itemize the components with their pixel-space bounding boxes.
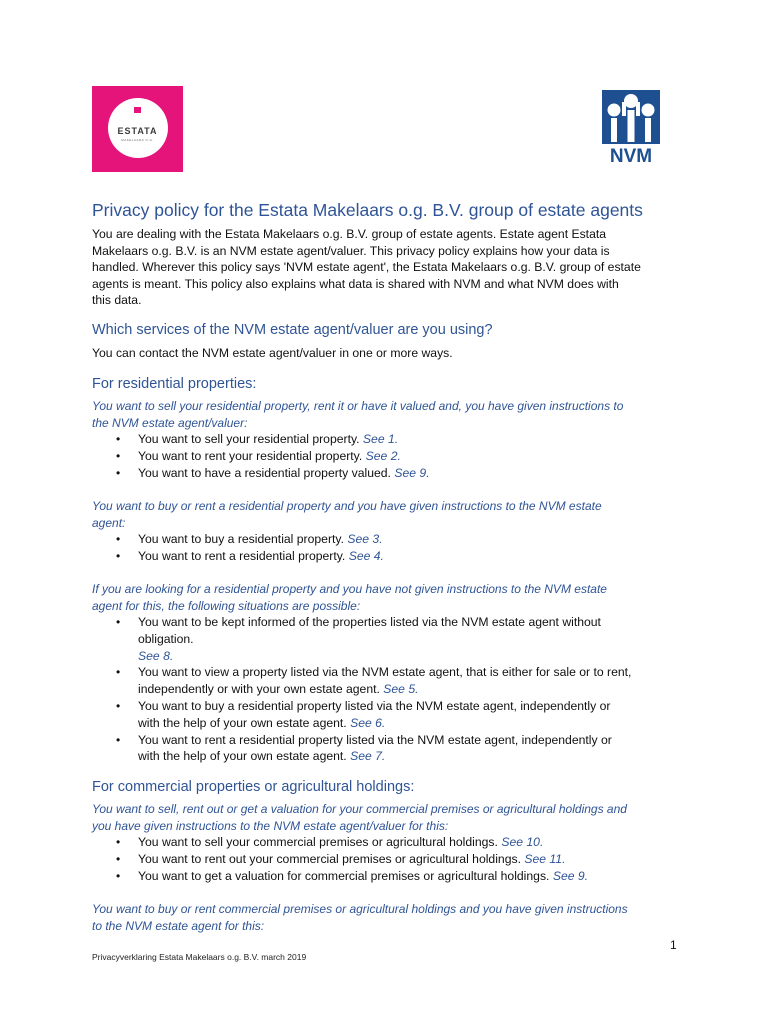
services-heading: Which services of the NVM estate agent/valuer are you using? [92, 322, 493, 338]
item-text: You want to rent a residential property. [138, 548, 349, 563]
list-item [92, 448, 430, 465]
intro-line: handled. Wherever this policy says 'NVM estate agent', the Estata Makelaars o.g. B.V. group of estate [92, 260, 641, 274]
residential-group3-lead [92, 581, 692, 614]
page-number: 1 [670, 938, 677, 952]
lead-line: You want to sell, rent out or get a valuation for your commercial premises or agricultural holdings and [92, 802, 627, 816]
intro-line: Makelaars o.g. B.V. is an NVM estate agent/valuer. This privacy policy explains how your data is [92, 243, 610, 258]
see-reference: See 1. [362, 432, 399, 446]
list-item [92, 868, 588, 885]
item-line: • You want to be kept informed of the properties listed via the NVM estate agent without [138, 615, 601, 629]
see-reference: See 9. [552, 868, 589, 883]
lead-line: the NVM estate agent/valuer: [92, 415, 248, 430]
item-text: You want to have a residential property valued. [138, 465, 395, 480]
item-text: You want to sell your commercial premises or agricultural holdings. [138, 835, 502, 849]
estata-logo-sub: MAKELAARS O.G. [121, 138, 154, 142]
residential-group1-list [92, 431, 430, 481]
commercial-group1-lead [92, 801, 692, 834]
see-reference: See 9. [394, 465, 430, 480]
lead-line: to the NVM estate agent for this: [92, 918, 265, 933]
list-item [92, 465, 430, 482]
see-reference: See 11. [524, 851, 566, 866]
nvm-logo-word: NVM [609, 146, 653, 167]
list-item [92, 732, 631, 766]
item-line: • You want to view a property listed via the NVM estate agent, that is either for sale or to rent, [138, 665, 632, 680]
list-item [92, 614, 631, 664]
item-line: independently or with your own estate agent. [138, 682, 384, 697]
item-line: with the help of your own estate agent. [138, 749, 351, 764]
nvm-logo-mark-icon [600, 88, 662, 146]
see-reference: See 8. [138, 648, 174, 663]
lead-line: You want to sell your residential property, rent it or have it valued and, you have given instructions to [92, 399, 624, 413]
lead-line: you have given instructions to the NVM estate agent/valuer for this: [92, 818, 449, 833]
item-text: You want to sell your residential property. [138, 432, 363, 446]
nvm-logo [600, 88, 662, 168]
item-text: You want to rent your residential property. [138, 448, 366, 463]
see-reference: See 4. [348, 548, 384, 563]
residential-group2-list [92, 531, 384, 565]
intro-line: agents is meant. This policy also explains what data is shared with NVM and what NVM does with [92, 276, 619, 291]
commercial-heading: For commercial properties or agricultural holdings: [92, 779, 415, 795]
residential-group3-list [92, 614, 631, 765]
list-item [92, 548, 384, 565]
item-line: obligation. [138, 631, 194, 646]
residential-group1-lead [92, 398, 692, 431]
estata-logo [92, 86, 183, 172]
see-reference: See 10. [501, 835, 544, 849]
see-reference: See 7. [350, 749, 386, 764]
services-text: You can contact the NVM estate agent/valuer in one or more ways. [92, 346, 453, 360]
see-reference: See 5. [383, 682, 419, 697]
lead-line: If you are looking for a residential property and you have not given instructions to the NVM estate [92, 582, 607, 596]
item-text: You want to rent out your commercial premises or agricultural holdings. [138, 851, 525, 866]
list-item [92, 834, 588, 851]
estata-logo-mark [134, 107, 141, 113]
item-line: • You want to buy a residential property listed via the NVM estate agent, independently or [138, 698, 611, 713]
commercial-group1-list [92, 834, 588, 884]
page-title: Privacy policy for the Estata Makelaars o.g. B.V. group of estate agents [92, 200, 643, 220]
list-item [92, 431, 430, 448]
lead-line: agent for this, the following situations are possible: [92, 598, 361, 613]
residential-heading: For residential properties: [92, 376, 257, 392]
list-item [92, 698, 631, 732]
item-text: You want to get a valuation for commercial premises or agricultural holdings. [138, 868, 553, 883]
item-line: with the help of your own estate agent. [138, 715, 351, 730]
commercial-group2-lead [92, 901, 692, 934]
intro-line: this data. [92, 293, 142, 307]
lead-line: You want to buy or rent commercial premises or agricultural holdings and you have given instructions [92, 902, 628, 916]
item-text: You want to buy a residential property. [138, 532, 348, 546]
list-item [92, 664, 631, 698]
see-reference: See 3. [347, 532, 383, 546]
list-item [92, 851, 588, 868]
lead-line: agent: [92, 515, 126, 530]
residential-group2-lead [92, 498, 692, 531]
footer-text: Privacyverklaring Estata Makelaars o.g. B.V. march 2019 [92, 952, 307, 962]
list-item [92, 531, 384, 548]
item-line: • You want to rent a residential property listed via the NVM estate agent, independently or [138, 732, 612, 747]
intro-paragraph [92, 226, 692, 309]
intro-line: You are dealing with the Estata Makelaars o.g. B.V. group of estate agents. Estate agent Estata [92, 227, 607, 241]
lead-line: You want to buy or rent a residential property and you have given instructions to the NVM estate [92, 499, 602, 513]
see-reference: See 6. [350, 715, 386, 730]
estata-logo-word: ESTATA [117, 126, 158, 136]
see-reference: See 2. [365, 448, 401, 463]
